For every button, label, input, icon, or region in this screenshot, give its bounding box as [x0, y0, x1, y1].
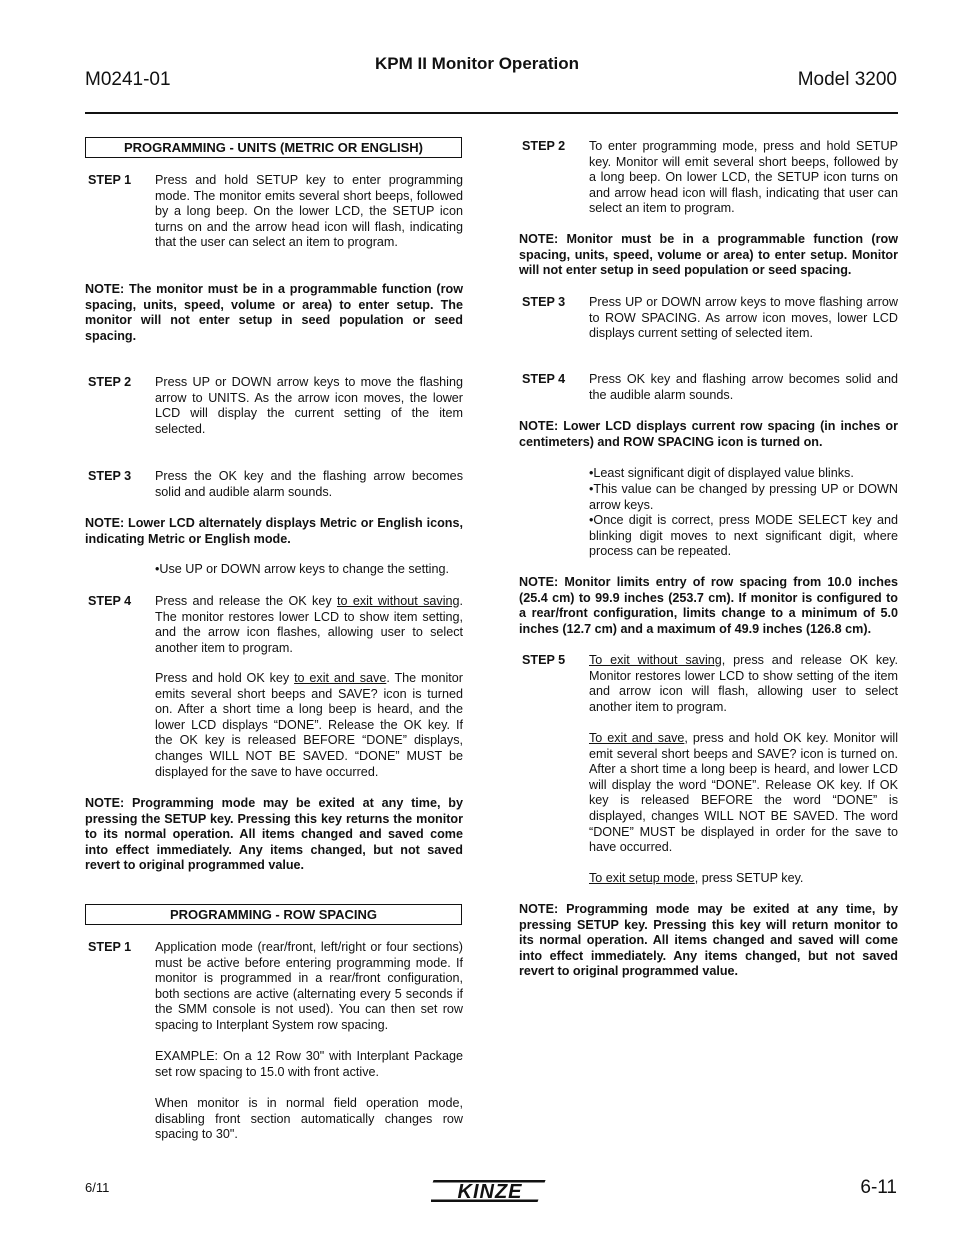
bullet-mode-select: •Once digit is correct, press MODE SELECT key and blinking digit moves to next significant digit, where process can be repeated.: [589, 513, 898, 559]
note-row-spacing-limits: NOTE: Monitor limits entry of row spacing from 10.0 inches (25.4 cm) to 99.9 inches (253.7 cm). If monitor is configured to a rear/front configuration, limits change to a minimum of 5.0 inches (12.7 cm) and a maximum of 49.9 inches (126.8 cm).: [519, 575, 898, 636]
units-step-1: [85, 173, 463, 251]
exit-without-saving-text: To exit without saving: [589, 653, 722, 667]
step-label: STEP 1: [88, 173, 132, 187]
note-programmable-function-right: NOTE: Monitor must be in a programmable function (row spacing, units, speed, volume or area) to enter setup. Monitor will not enter setup in seed population or seed spacing.: [519, 232, 898, 278]
note-exit-programming: NOTE: Programming mode may be exited at any time, by pressing the SETUP key. Pressing this key returns the monitor to its normal operation. All items changed and saved come into effect immediately. Any items changed, but not saved revert to original programmed value.: [85, 796, 463, 873]
step-label: STEP 4: [522, 372, 566, 386]
exit-without-saving-text: to exit without saving: [337, 594, 460, 608]
step-text: Application mode (rear/front, left/right or four sections) must be active before entering programming mode. If monitor is programmed in a rear/front configuration, both sections are active (alternating every 5 seconds if the SMM console is not used). You can then set row spacing to Interplant System row spacing.: [155, 940, 463, 1032]
note-programmable-function: NOTE: The monitor must be in a programmable function (row spacing, units, speed, volume or area) to enter setup. The monitor will not enter setup in seed population or seed spacing.: [85, 282, 463, 343]
bullet-value-changed: •This value can be changed by pressing UP or DOWN arrow keys.: [589, 482, 898, 512]
exit-and-save-text: to exit and save: [294, 671, 387, 685]
bullet-use-arrow-keys: •Use UP or DOWN arrow keys to change the setting.: [155, 562, 449, 576]
header-divider: [85, 112, 898, 114]
step-text: Press the OK key and the flashing arrow becomes solid and audible alarm sounds.: [155, 469, 463, 499]
units-step-2: [85, 375, 463, 437]
step-text: To exit without saving, press and release OK key. Monitor restores lower LCD to show setting of the item and arrow icon will flash, allowing user to select another item to program.: [589, 653, 898, 714]
page-number: 6-11: [860, 1177, 897, 1198]
note-metric-english: NOTE: Lower LCD alternately displays Metric or English icons, indicating Metric or English mode.: [85, 516, 463, 546]
section-title-units: PROGRAMMING - UNITS (METRIC OR ENGLISH): [85, 137, 462, 158]
units-step-4: [85, 594, 463, 656]
note-exit-programming-right: NOTE: Programming mode may be exited at any time, by pressing SETUP key. Pressing this key will return monitor to its normal operation. All items changed and saved will come into effect immediately. Any items changed, but not saved revert to original programmed value.: [519, 902, 898, 979]
row-spacing-step-1: [85, 940, 463, 1034]
step-5-exit-and-save: To exit and save, press and hold OK key. Monitor will emit several short beeps and SAVE? icon is turned on. After a short time a long beep is heard, and lower LCD will display the word “DONE”. Release OK key. If OK key is released BEFORE the word “DONE” is displayed, changes WILL NOT BE SAVED. The word “DONE” MUST be displayed in order for the save to have occurred.: [589, 731, 898, 855]
example-text: EXAMPLE: On a 12 Row 30" with Interplant Package set row spacing to 15.0 with front active.: [155, 1049, 463, 1079]
units-step-4-save: Press and hold OK key to exit and save. The monitor emits several short beeps and SAVE? icon is turned on. After a short time a long beep is heard, and the lower LCD displays “DONE”. Release the OK key. If the OK key is released BEFORE “DONE” displays, changes WILL NOT BE SAVED. “DONE” MUST be displayed for the save to have occurred.: [155, 671, 463, 779]
exit-and-save-text: To exit and save: [589, 731, 685, 745]
step-label: STEP 2: [88, 375, 132, 389]
step-label: STEP 5: [522, 653, 566, 667]
step-label: STEP 4: [88, 594, 132, 608]
exit-setup-mode-text: To exit setup mode: [589, 871, 695, 885]
bullet-least-significant: •Least significant digit of displayed value blinks.: [589, 466, 854, 480]
units-step-3: [85, 469, 463, 500]
step-5-exit-setup: To exit setup mode, press SETUP key.: [589, 871, 804, 885]
row-spacing-step-5: [519, 653, 898, 715]
svg-text:KINZE: KINZE: [457, 1181, 523, 1203]
step-label: STEP 1: [88, 940, 132, 954]
step-text: To enter programming mode, press and hold SETUP key. Monitor will emit several short beeps, followed by a long beep. On lower LCD, the SETUP icon turns on and arrow head icon will flash, indicating that user can select an item to program.: [589, 139, 898, 216]
step-text: Press and hold SETUP key to enter programming mode. The monitor emits several short beeps, followed by a long beep. On the lower LCD, the SETUP icon turns on and the arrow head icon will flash, indicating that the user can select an item to program.: [155, 173, 463, 250]
row-spacing-step-4: [519, 372, 898, 403]
page-title: KPM II Monitor Operation: [375, 54, 579, 73]
footer-date: 6/11: [85, 1180, 110, 1195]
document-number: M0241-01: [85, 69, 171, 90]
kinze-logo: [431, 1176, 549, 1206]
row-spacing-step-2: [519, 139, 898, 217]
step-text: Press UP or DOWN arrow keys to move the flashing arrow to UNITS. As the arrow icon moves, the lower LCD will display the current setting of the item selected.: [155, 375, 463, 436]
normal-mode-text: When monitor is in normal field operation mode, disabling front section automatically changes row spacing to 30".: [155, 1096, 463, 1142]
step-label: STEP 2: [522, 139, 566, 153]
step-text: Press and release the OK key to exit without saving. The monitor restores lower LCD to show item setting, and the arrow icon flashes, allowing user to select another item to program.: [155, 594, 463, 655]
model-label: Model 3200: [797, 69, 897, 90]
step-text: Press UP or DOWN arrow keys to move flashing arrow to ROW SPACING. As arrow icon moves, lower LCD displays current setting of selected item.: [589, 295, 898, 341]
row-spacing-step-3: [519, 295, 898, 342]
step-label: STEP 3: [88, 469, 132, 483]
step-label: STEP 3: [522, 295, 566, 309]
step-text: Press OK key and flashing arrow becomes solid and the audible alarm sounds.: [589, 372, 898, 402]
note-row-spacing-lcd: NOTE: Lower LCD displays current row spacing (in inches or centimeters) and ROW SPACING icon is turned on.: [519, 419, 898, 449]
section-title-row-spacing: PROGRAMMING - ROW SPACING: [85, 904, 462, 925]
